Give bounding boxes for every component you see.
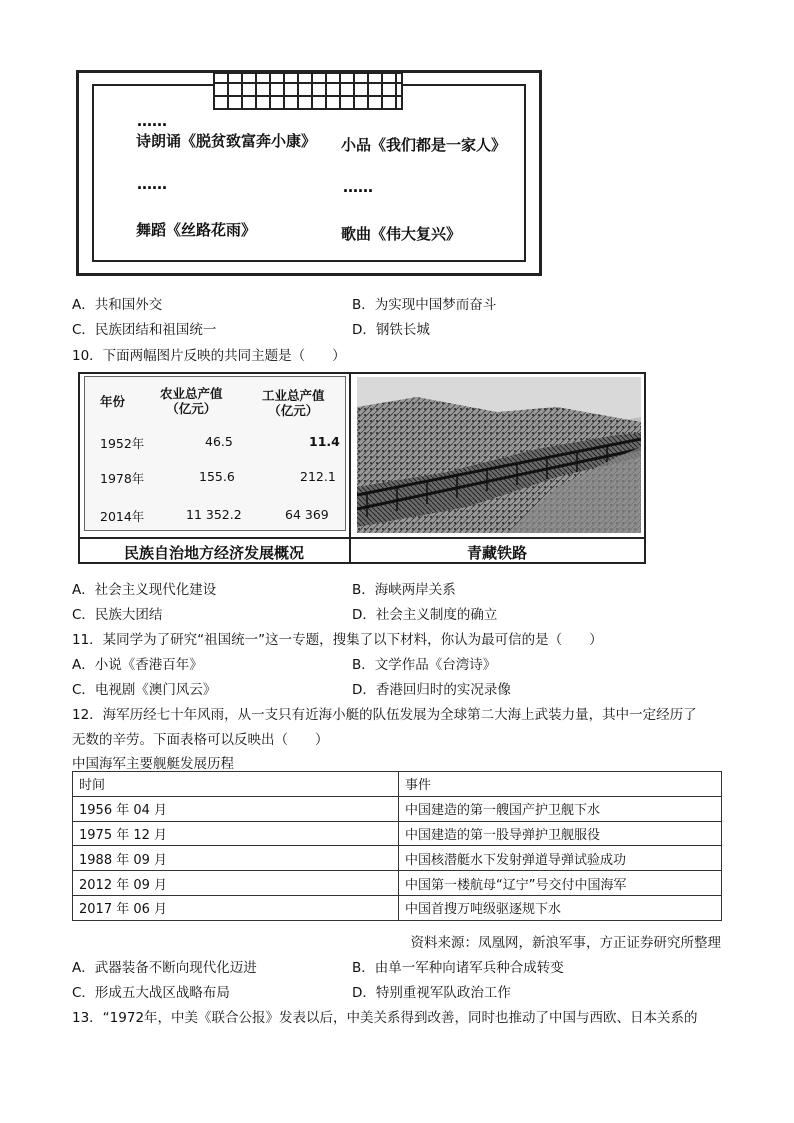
table-row — [73, 821, 722, 846]
lattice-window-decoration — [213, 72, 403, 110]
q12-stem-line1: 12．海军历经七十年风雨，从一支只有近海小艇的队伍发展为全球第二大海上武装力量，其中一定经历了 — [72, 707, 697, 723]
program-dots: …… — [137, 175, 167, 193]
q13-stem: 13．“1972年，中美《联合公报》发表以后，中美关系得到改善，同时也推动了中国与西欧、日本关系的 — [72, 1010, 698, 1026]
table-cell-time: 2017 年 06 月 — [73, 895, 399, 920]
q10-option-b: B．海峡两岸关系 — [352, 582, 456, 598]
table-cell-time: 2012 年 09 月 — [73, 871, 399, 896]
econ-header-agri: 农业总产值 （亿元） — [160, 386, 223, 416]
q9-option-c: C．民族团结和祖国统一 — [72, 322, 217, 338]
q12-option-d: D．特别重视军队政治工作 — [352, 985, 511, 1001]
q9-option-a: A．共和国外交 — [72, 297, 163, 313]
q10-option-d: D．社会主义制度的确立 — [352, 607, 498, 623]
econ-cell: 46.5 — [205, 434, 233, 449]
q9-option-b: B．为实现中国梦而奋斗 — [352, 297, 497, 313]
program-dots: …… — [137, 112, 167, 130]
navy-table-title: 中国海军主要舰艇发展历程 — [72, 756, 234, 772]
econ-cell: 1978年 — [100, 471, 145, 486]
q11-option-b: B．文学作品《台湾诗》 — [352, 657, 497, 673]
program-dots: …… — [343, 178, 373, 196]
q11-option-c: C．电视剧《澳门风云》 — [72, 682, 217, 698]
table-row — [73, 846, 722, 871]
caption-left: 民族自治地方经济发展概况 — [124, 544, 305, 562]
q11-option-d: D．香港回归时的实况录像 — [352, 682, 511, 698]
econ-cell: 11 352.2 — [186, 507, 242, 522]
q11-stem: 11．某同学为了研究“祖国统一”这一专题，搜集了以下材料，你认为最可信的是（ ） — [72, 632, 603, 648]
table-cell-event: 中国建造的第一艘国产护卫舰下水 — [399, 796, 722, 821]
q11-option-a: A．小说《香港百年》 — [72, 657, 203, 673]
econ-cell: 11.4 — [309, 434, 340, 449]
q12-stem-line2: 无数的辛劳。下面表格可以反映出（ ） — [72, 732, 329, 748]
table-row — [73, 796, 722, 821]
table-source: 资料来源：凤凰网，新浪军事，方正证券研究所整理 — [410, 935, 721, 951]
table-header-row — [73, 772, 722, 797]
q9-option-d: D．钢铁长城 — [352, 322, 430, 338]
program-item-poetry: 诗朗诵《脱贫致富奔小康》 — [136, 132, 317, 150]
program-item-dance: 舞蹈《丝路花雨》 — [136, 221, 257, 239]
table-header-time: 时间 — [73, 772, 399, 797]
table-cell-time: 1988 年 09 月 — [73, 846, 399, 871]
econ-cell: 1952年 — [100, 436, 145, 451]
caption-right: 青藏铁路 — [467, 544, 528, 562]
picture-divider — [349, 372, 351, 564]
program-item-sketch: 小品《我们都是一家人》 — [341, 136, 507, 154]
qinghai-tibet-railway-photo — [357, 377, 641, 533]
program-item-song: 歌曲《伟大复兴》 — [341, 225, 462, 243]
table-row — [73, 895, 722, 920]
table-cell-event: 中国建造的第一股导弹护卫舰服役 — [399, 821, 722, 846]
table-cell-time: 1975 年 12 月 — [73, 821, 399, 846]
table-cell-event: 中国核潜艇水下发射弹道导弹试验成功 — [399, 846, 722, 871]
q12-option-a: A．武器装备不断向现代化迈进 — [72, 960, 257, 976]
q10-option-a: A．社会主义现代化建设 — [72, 582, 217, 598]
q10-stem: 10．下面两幅图片反映的共同主题是（ ） — [72, 348, 346, 364]
table-cell-event: 中国第一楼航母“辽宁”号交付中国海军 — [399, 871, 722, 896]
navy-development-table — [72, 771, 722, 921]
q12-option-b: B．由单一军种向诸军兵种合成转变 — [352, 960, 564, 976]
q12-option-c: C．形成五大战区战略布局 — [72, 985, 230, 1001]
table-row — [73, 871, 722, 896]
econ-cell: 212.1 — [300, 469, 336, 484]
econ-header-year: 年份 — [100, 394, 126, 409]
econ-cell: 155.6 — [199, 469, 235, 484]
econ-cell: 64 369 — [285, 507, 329, 522]
q10-option-c: C．民族大团结 — [72, 607, 163, 623]
table-cell-event: 中国首搜万吨级驱逐规下水 — [399, 895, 722, 920]
table-cell-time: 1956 年 04 月 — [73, 796, 399, 821]
econ-cell: 2014年 — [100, 509, 145, 524]
table-header-event: 事件 — [399, 772, 722, 797]
caption-separator — [78, 537, 646, 539]
econ-header-indu: 工业总产值 （亿元） — [262, 388, 325, 418]
